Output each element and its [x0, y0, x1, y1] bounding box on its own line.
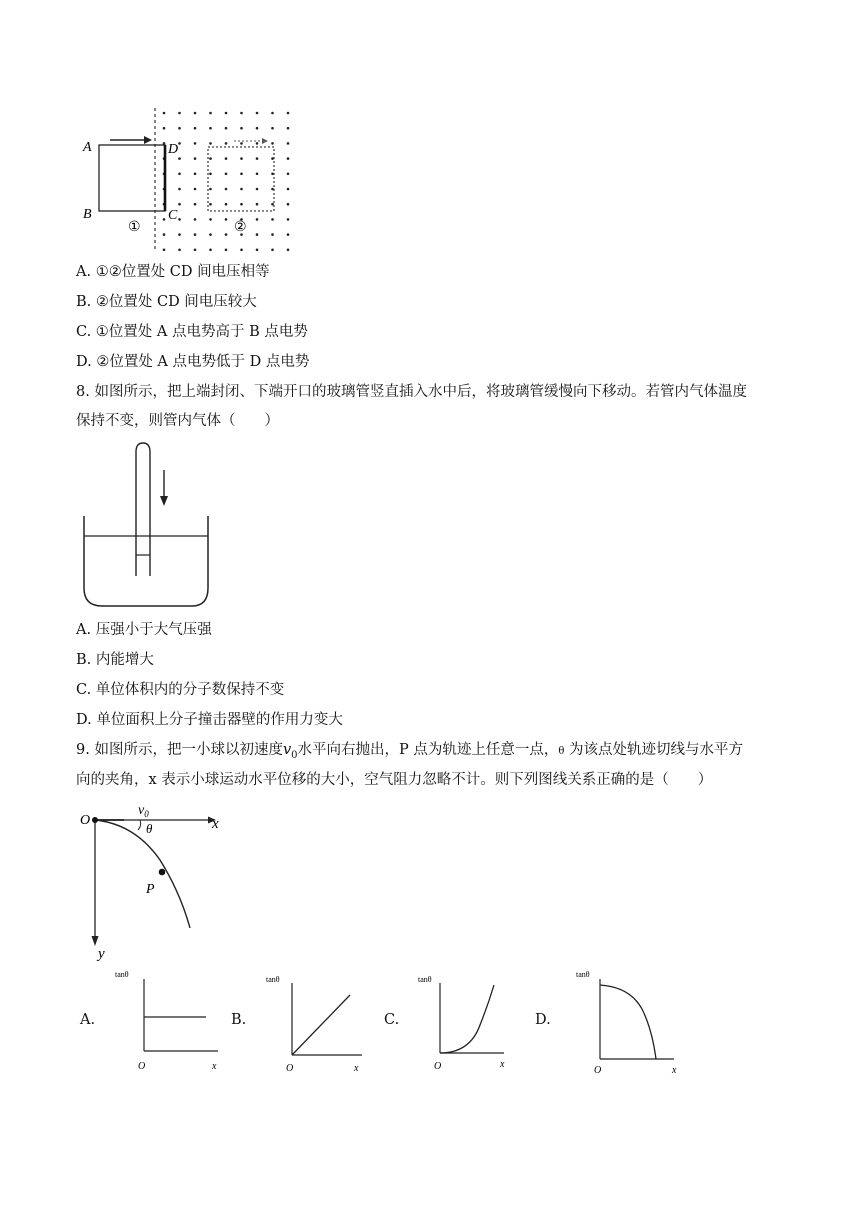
q9-stem-v0-sub: 0 [291, 749, 298, 761]
label-b: B [83, 207, 92, 222]
field-dot [225, 173, 228, 176]
field-dot [194, 203, 197, 206]
q9-stem-line2: 向的夹角，x 表示小球运动水平位移的大小，空气阻力忽略不计。则下列图线关系正确的是（ ） [76, 772, 713, 788]
field-dot [240, 173, 243, 176]
field-dot [194, 188, 197, 191]
theta-arc [138, 820, 141, 830]
field-dot [256, 157, 259, 160]
field-dot [240, 142, 243, 145]
field-dot [271, 112, 274, 115]
field-dot [240, 203, 243, 206]
field-dot [194, 173, 197, 176]
field-dot [256, 218, 259, 221]
field-dot [256, 188, 259, 191]
q9-stem-theta: θ [558, 746, 565, 757]
q9-stem-v0: v [282, 742, 292, 758]
field-dot [209, 203, 212, 206]
arrow-head-1 [144, 136, 152, 144]
field-dot [271, 249, 274, 252]
field-dot [194, 233, 197, 236]
field-dot [225, 142, 228, 145]
field-dot [287, 218, 290, 221]
field-dot [240, 249, 243, 252]
field-dot [163, 127, 166, 130]
field-dot [178, 249, 181, 252]
q8-option-a: A. 压强小于大气压强 [76, 622, 212, 638]
graph-option-c [408, 965, 516, 1075]
field-dot [287, 142, 290, 145]
graph-a-ylabel: tanθ [115, 970, 129, 979]
q9-stem-part-b: 水平向右抛出，P 点为轨迹上任意一点， [297, 742, 559, 758]
field-dot [225, 157, 228, 160]
field-dot [287, 188, 290, 191]
field-dot [194, 157, 197, 160]
y-axis-arrow [92, 936, 99, 946]
graph-option-a [108, 965, 224, 1075]
field-dot [256, 127, 259, 130]
figure-q8-glass-tube [80, 440, 215, 610]
graph-d-origin: O [594, 1065, 602, 1075]
field-dot [271, 142, 274, 145]
field-dot [209, 157, 212, 160]
field-dot [163, 142, 166, 145]
label-v0: $v_0$ [138, 803, 149, 819]
field-dot [287, 127, 290, 130]
field-dot [209, 249, 212, 252]
arrow-head-2 [262, 138, 268, 144]
label-origin: O [80, 813, 91, 828]
origin-point [92, 817, 98, 823]
field-dot [178, 157, 181, 160]
field-dot [178, 112, 181, 115]
q7-option-a: A. ①②位置处 CD 间电压相等 [76, 264, 270, 280]
label-c: C [168, 208, 178, 223]
field-dot [163, 249, 166, 252]
graph-b-curve [292, 995, 350, 1055]
field-dot [225, 203, 228, 206]
q8-stem-line2: 保持不变，则管内气体（ ） [76, 413, 279, 429]
q7-option-b: B. ②位置处 CD 间电压较大 [76, 294, 257, 310]
field-dot [178, 142, 181, 145]
field-dot [209, 127, 212, 130]
graph-d-xlabel: x [672, 1065, 677, 1075]
figure-q7-magnetic-field [76, 105, 306, 255]
field-dot [225, 188, 228, 191]
label-x-axis: x [212, 816, 219, 832]
graph-c-xlabel: x [500, 1059, 505, 1070]
label-y-axis: y [98, 946, 105, 962]
field-dot [194, 142, 197, 145]
field-dot [256, 112, 259, 115]
graph-option-c-letter: C. [384, 1012, 400, 1028]
field-dot [287, 157, 290, 160]
q7-option-c: C. ①位置处 A 点电势高于 B 点电势 [76, 324, 308, 340]
field-dot [194, 249, 197, 252]
glass-tube [136, 443, 150, 576]
field-dot [178, 188, 181, 191]
q8-option-d: D. 单位面积上分子撞击器壁的作用力变大 [76, 712, 343, 728]
graph-option-a-letter: A. [80, 1012, 96, 1028]
field-dot [256, 142, 259, 145]
field-dot [287, 173, 290, 176]
field-dot [209, 142, 212, 145]
field-dot [271, 127, 274, 130]
graph-c-curve [440, 985, 494, 1053]
field-dot [287, 249, 290, 252]
q9-stem-part-c: 为该点处轨迹切线与水平方 [564, 742, 744, 758]
graph-d-ylabel: tanθ [576, 970, 590, 979]
figure-q9-projectile [80, 800, 240, 965]
field-dot [225, 249, 228, 252]
arrow-head-down [160, 496, 168, 506]
graph-b-ylabel: tanθ [266, 975, 280, 984]
graph-d-curve [600, 985, 656, 1059]
q9-stem-part-a: 9. 如图所示，把一小球以初速度 [76, 742, 283, 758]
magnetic-field-dots [163, 112, 290, 251]
field-dot [194, 127, 197, 130]
field-dot [178, 203, 181, 206]
field-dot [163, 218, 166, 221]
trajectory-curve [95, 820, 190, 928]
field-dot [225, 112, 228, 115]
label-theta: θ [146, 821, 153, 836]
loop-position-2 [208, 147, 274, 211]
field-dot [256, 203, 259, 206]
label-position-2: ② [234, 220, 247, 235]
label-position-1: ① [128, 220, 141, 235]
q9-stem-line1 [76, 740, 743, 766]
graph-option-d [564, 963, 684, 1075]
label-a: A [83, 140, 92, 155]
water-container [84, 516, 208, 606]
field-dot [194, 112, 197, 115]
graph-option-d-letter: D. [535, 1012, 551, 1028]
field-dot [178, 218, 181, 221]
q8-option-b: B. 内能增大 [76, 652, 154, 668]
label-d: D [168, 142, 179, 157]
field-dot [163, 112, 166, 115]
point-p [159, 869, 166, 876]
loop-position-1 [99, 145, 165, 211]
graph-option-b [258, 965, 368, 1075]
field-dot [287, 203, 290, 206]
graph-c-origin: O [434, 1061, 442, 1072]
field-dot [178, 173, 181, 176]
field-dot [240, 188, 243, 191]
label-point-p: P [146, 882, 155, 897]
field-dot [209, 173, 212, 176]
field-dot [240, 127, 243, 130]
field-dot [194, 218, 197, 221]
field-dot [209, 233, 212, 236]
field-dot [256, 233, 259, 236]
field-dot [256, 249, 259, 252]
field-dot [225, 218, 228, 221]
graph-c-ylabel: tanθ [418, 975, 432, 984]
field-dot [209, 218, 212, 221]
q8-option-c: C. 单位体积内的分子数保持不变 [76, 682, 285, 698]
graph-a-origin: O [138, 1061, 146, 1072]
graph-option-b-letter: B. [231, 1012, 247, 1028]
field-dot [240, 112, 243, 115]
field-dot [256, 173, 259, 176]
graph-a-xlabel: x [212, 1061, 217, 1072]
field-dot [178, 233, 181, 236]
field-dot [225, 233, 228, 236]
field-dot [178, 127, 181, 130]
field-dot [287, 112, 290, 115]
field-dot [240, 157, 243, 160]
graph-b-xlabel: x [354, 1063, 359, 1074]
field-dot [209, 112, 212, 115]
field-dot [163, 233, 166, 236]
field-dot [209, 188, 212, 191]
graph-b-origin: O [286, 1063, 294, 1074]
field-dot [271, 233, 274, 236]
field-dot [287, 233, 290, 236]
field-dot [271, 218, 274, 221]
field-dot [225, 127, 228, 130]
q8-stem-line1: 8. 如图所示，把上端封闭、下端开口的玻璃管竖直插入水中后，将玻璃管缓慢向下移动。若管内气体温度 [76, 384, 747, 400]
q7-option-d: D. ②位置处 A 点电势低于 D 点电势 [76, 354, 310, 370]
